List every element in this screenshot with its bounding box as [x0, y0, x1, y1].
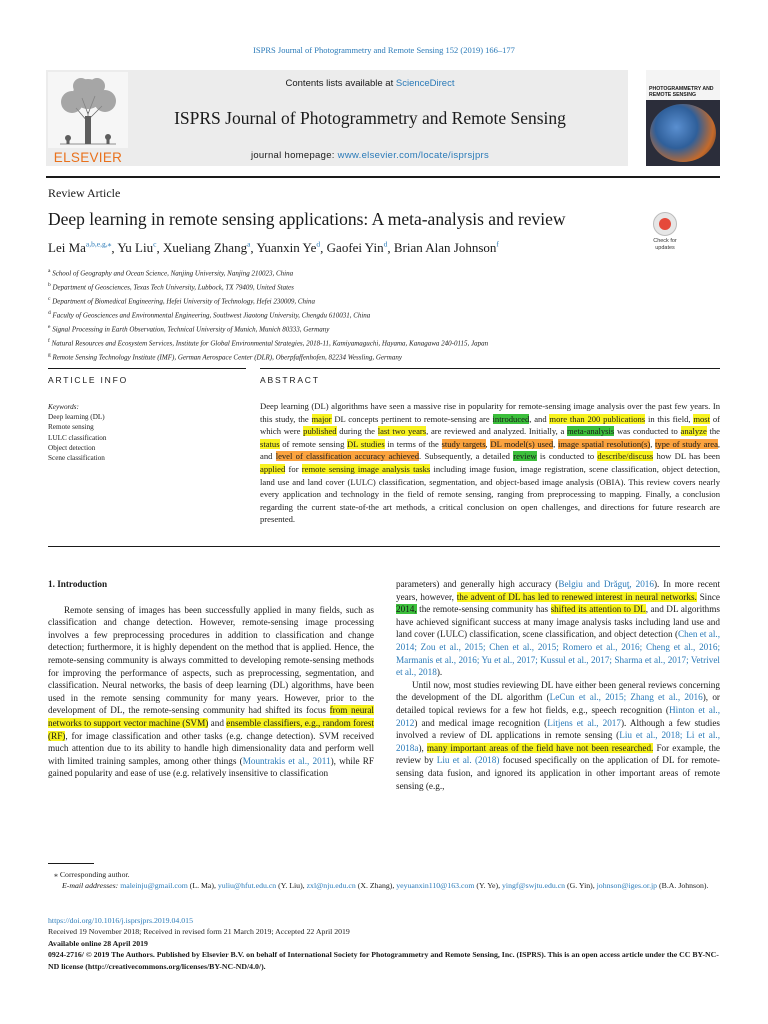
highlighted-text: published	[303, 426, 337, 437]
affiliation-f	[48, 336, 668, 350]
footnote-divider	[48, 863, 94, 864]
introduction-paragraph-1-cont	[396, 578, 720, 679]
abstract-text: was conducted to	[614, 426, 681, 437]
author-name[interactable]: Lei Ma	[48, 240, 86, 256]
highlighted-text: review	[513, 451, 537, 462]
author-list	[48, 240, 648, 256]
affiliation-key: f	[48, 337, 50, 344]
abstract-text: Deep learning (DL) algorithms have seen a massive rise in popularity for remote-sensing image analysis over the past few years. In this study, the	[260, 401, 720, 424]
author-affiliation-marks[interactable]: a	[247, 240, 251, 249]
affiliation-key: g	[48, 351, 51, 358]
author-separator: ,	[387, 240, 394, 256]
article-info-heading: ARTICLE INFO	[48, 375, 129, 385]
email-link[interactable]: zxl@nju.edu.cn	[306, 881, 356, 891]
citation-link[interactable]: Hinton et al., 2012	[396, 704, 720, 728]
intro-text: ), or detailed topical reviews for a few hot fields, e.g., speech recognition (	[396, 692, 720, 715]
citation-link[interactable]: Liu et al., 2018; Li et al., 2018a	[396, 730, 720, 753]
abstract-text: including image fusion, image registration, scene classification, object detection, land use and land cover (LULC) classification, segmentation, and object-based image analysis (OBIA). This review covers nearly every application and technology in the field of remote sensing, ranging from preprocessing to mapping. Finally, a conclusion regarding the current state-of-the art methods, a critical conclusion on open challenges, and directions for future research are presented.	[260, 463, 720, 525]
available-online: Available online 28 April 2019	[48, 938, 148, 948]
abstract-heading: ABSTRACT	[260, 375, 320, 385]
citation-link[interactable]: Chen et al., 2014; Zou et al., 2015; Chen et al., 2015; Romero et al., 2016; Cheng et al., 2016; Marmanis et al., 2016; Yu et al., 2017; Kussul et al., 2017; Sharma et al., 2017; Vetrivel et al., 2018	[396, 629, 720, 678]
highlighted-text: more than 200 publications	[549, 413, 646, 424]
affiliation-text: Faculty of Geosciences and Environmental Engineering, Southwest Jiaotong University, Chengdu 610031, China	[50, 311, 371, 320]
affiliation-key: e	[48, 323, 51, 330]
highlighted-text: most	[693, 413, 711, 424]
highlighted-text: image spatial resolution(s)	[557, 438, 651, 449]
author-5[interactable]	[327, 240, 388, 255]
intro-text: ). Although a few studies involved a review of DL applications in remote sensing (	[396, 717, 720, 741]
author-3[interactable]	[163, 240, 250, 255]
affiliation-text: Department of Biomedical Engineering, Hefei University of Technology, Hefei 230009, China	[50, 297, 315, 306]
article-info-divider	[48, 368, 246, 369]
author-affiliation-marks[interactable]: d	[316, 240, 321, 249]
abstract-text: in this field,	[645, 413, 694, 424]
email-owner: (B.A. Johnson).	[657, 881, 709, 891]
author-name[interactable]: Brian Alan Johnson	[393, 240, 497, 256]
keyword-item: Remote sensing	[48, 423, 94, 432]
abstract-divider	[260, 368, 720, 369]
affiliation-key: d	[48, 309, 51, 316]
abstract-text: , and	[529, 413, 550, 424]
affiliation-a	[48, 266, 668, 280]
check-for-updates-label: Check for updates	[653, 238, 677, 251]
email-link[interactable]: johnson@iges.or.jp	[596, 881, 658, 891]
header-divider	[46, 176, 720, 178]
affiliation-d	[48, 308, 668, 322]
affiliation-key: a	[48, 268, 51, 274]
citation-link[interactable]: LeCun et al., 2015; Zhang et al., 2016	[549, 692, 703, 703]
highlighted-text: shifted its attention to DL	[550, 604, 646, 615]
intro-text: the remote-sensing community has	[416, 604, 551, 615]
abstract-text: the	[706, 426, 720, 437]
author-affiliation-marks[interactable]: a,b,e,g,⁎	[85, 240, 112, 249]
keyword-item: Scene classification	[48, 454, 105, 463]
doi-link[interactable]: https://doi.org/10.1016/j.isprsjprs.2019.04.015	[48, 916, 193, 925]
abstract-text: of remote sensing	[279, 438, 348, 449]
article-type: Review Article	[48, 186, 121, 200]
citation-link[interactable]: Liu et al. (2018)	[436, 755, 500, 766]
highlighted-text: many important areas of the field have not been researched.	[426, 742, 654, 753]
author-separator: ,	[320, 240, 327, 256]
highlighted-text: major	[311, 413, 332, 424]
abstract-text: during the	[336, 426, 378, 437]
highlighted-text: study targets	[441, 438, 486, 449]
affiliation-text: Remote Sensing Technology Institute (IMF), German Aerospace Center (DLR), Oberpfaffenhofen, 82234 Wessling, Germany	[50, 352, 402, 361]
keyword-item: Deep learning (DL)	[48, 413, 105, 422]
introduction-paragraph-2	[396, 679, 720, 792]
publication-info	[48, 915, 720, 972]
received-dates: Received 19 November 2018; Received in revised form 21 March 2019; Accepted 22 April 2019	[48, 927, 350, 937]
intro-text: Remote sensing of images has been successfully applied in many fields, such as classification and change detection. However, remote-sensing image processing involves a few preprocessing procedures in addition to classification and change detection; furthermore, it is highly dependent on the method that is applied. Hence, the remote-sensing community is always committed to developing remote-sensing methods for improving the performance of aspects, such as preprocessing, segmentation, and classification. Neural networks, the basis of deep learning (DL) algorithms, have been used in the remote sensing community for many years. However, prior to the development of DL, the remote-sensing community had shifted its focus	[48, 604, 374, 716]
body-column-right	[396, 578, 720, 792]
introduction-paragraph-1	[48, 604, 374, 780]
highlighted-text: ensemble classifiers, e.g., random forest (RF)	[48, 717, 374, 741]
email-label: E-mail addresses:	[62, 881, 121, 891]
highlighted-text: from neural networks to support vector machine (SVM)	[48, 705, 374, 728]
crossmark-dot	[659, 218, 671, 230]
affiliation-text: Signal Processing in Earth Observation, Technical University of Munich, Munich 80333, Germany	[50, 325, 330, 334]
highlighted-text: DL model(s) used	[490, 438, 554, 449]
abstract-text: , and	[260, 438, 721, 462]
author-separator: ,	[156, 240, 163, 256]
abstract-text: for	[285, 463, 302, 474]
keywords-section	[48, 402, 238, 463]
email-owner: (Y. Liu),	[276, 881, 307, 891]
abstract-text: . Subsequently, a detailed	[419, 451, 514, 462]
keyword-item: LULC classification	[48, 433, 107, 442]
highlighted-text: 2014,	[396, 604, 417, 615]
author-4[interactable]	[256, 240, 320, 255]
author-name[interactable]: Xueliang Zhang	[162, 240, 248, 256]
highlighted-text: status	[260, 438, 280, 449]
abstract-text: of which were	[260, 413, 720, 437]
highlighted-text: DL studies	[347, 438, 385, 449]
crossmark-icon	[653, 212, 677, 236]
body-column-left	[48, 578, 374, 780]
highlighted-text: remote sensing image analysis tasks	[301, 463, 431, 474]
affiliation-key: b	[48, 281, 51, 288]
highlighted-text: describe/discuss	[597, 451, 654, 462]
email-owner: (X. Zhang),	[355, 881, 397, 891]
affiliation-e	[48, 322, 668, 336]
homepage-prefix: journal homepage:	[250, 150, 338, 161]
affiliation-list	[48, 266, 668, 363]
author-separator: ,	[250, 240, 257, 256]
journal-title: ISPRS Journal of Photogrammetry and Remote Sensing	[174, 108, 566, 128]
affiliation-text: Department of Geosciences, Texas Tech University, Lubbock, TX 79409, United States	[50, 283, 294, 292]
keywords-list	[48, 412, 238, 463]
publisher-wordmark: ELSEVIER	[53, 150, 123, 165]
author-name[interactable]: Yu Liu	[117, 240, 154, 256]
highlighted-text: introduced	[492, 413, 530, 424]
cover-earth-image	[650, 104, 716, 162]
license-statement: 0924-2716/ © 2019 The Authors. Published by Elsevier B.V. on behalf of International Society for Photogrammetry and Remote Sensing, Inc. (ISPRS). This is an open access article under the CC BY-NC-ND license (http://creativecommons.org/licenses/BY-NC-ND/4.0/).	[48, 950, 719, 971]
author-name[interactable]: Yuanxin Ye	[256, 240, 317, 256]
affiliation-text: Natural Resources and Ecosystem Services, Institute for Global Environmental Strategies, 2018-11, Kamiyamaguchi, Hayama, Kanagawa 240-0115, Japan	[49, 338, 489, 347]
cover-title: PHOTOGRAMMETRY AND REMOTE SENSING	[649, 86, 714, 98]
highlighted-text: meta-analysis	[567, 426, 615, 437]
corresponding-author-note: ⁎ Corresponding author.	[54, 870, 130, 879]
intro-text: For example, the review by	[396, 742, 721, 766]
intro-text: Until now, most studies reviewing DL have either been general reviews concerning the development of the DL algorithm (	[396, 679, 720, 703]
front-matter-divider	[48, 546, 720, 547]
affiliation-c	[48, 294, 668, 308]
author-2[interactable]	[117, 240, 156, 255]
author-affiliation-marks[interactable]: f	[496, 240, 499, 249]
abstract-text: ,	[485, 438, 491, 449]
article-title: Deep learning in remote sensing applications: A meta-analysis and review	[48, 209, 566, 229]
intro-text: focused specifically on the application of DL for remote-sensing data fusion, and ignored its application in other important areas of remote sensing (e.g.,	[396, 755, 720, 791]
intro-text: ), while RF gained popularity and ease of use (e.g. relatively insensitive to classification	[48, 755, 374, 779]
abstract-text: in terms of the	[384, 438, 442, 449]
abstract-text	[260, 400, 720, 526]
email-addresses	[48, 880, 720, 891]
email-link[interactable]: maleinju@gmail.com	[120, 881, 188, 891]
abstract-text: ,	[553, 438, 558, 449]
intro-text: ) and medical image recognition (	[414, 717, 548, 728]
abstract-text: how DL has been	[653, 451, 720, 462]
author-affiliation-marks[interactable]: c	[153, 240, 157, 249]
email-owner: (L. Ma),	[187, 881, 218, 891]
affiliation-b	[48, 280, 668, 294]
contents-availability	[130, 78, 610, 89]
author-1[interactable]	[48, 240, 111, 255]
journal-homepage	[130, 150, 610, 161]
intro-text: ),	[418, 742, 427, 753]
homepage-link[interactable]: www.elsevier.com/locate/isprsjprs	[337, 150, 490, 161]
intro-text: and	[208, 717, 227, 728]
contents-prefix: Contents lists available at	[285, 78, 396, 89]
footnotes	[48, 869, 720, 892]
author-name[interactable]: Gaofei Yin	[326, 240, 384, 256]
intro-text: ).	[436, 667, 443, 678]
email-link[interactable]: yingf@swjtu.edu.cn	[502, 881, 566, 891]
abstract-text: is conducted to	[536, 451, 598, 462]
email-owner: (Y. Ye),	[474, 881, 503, 891]
affiliation-key: c	[48, 295, 51, 302]
abstract-text: , are reviewed and analyzed. Initially, a	[426, 426, 567, 437]
citation-link[interactable]: Mountrakis et al., 2011	[242, 755, 331, 766]
email-link[interactable]: yeyuanxin110@163.com	[396, 881, 475, 891]
abstract-text: DL concepts pertinent to remote-sensing are	[331, 413, 493, 424]
intro-text: parameters) and generally high accuracy (	[396, 579, 559, 589]
author-6[interactable]	[394, 240, 499, 255]
email-link[interactable]: yuliu@hfut.edu.cn	[217, 881, 277, 891]
author-affiliation-marks[interactable]: d	[383, 240, 388, 249]
highlighted-text: level of classification accuracy achieved	[275, 451, 420, 462]
check-for-updates-button[interactable]	[644, 210, 686, 258]
elsevier-tree-logo	[48, 72, 128, 148]
journal-citation-link[interactable]: ISPRS Journal of Photogrammetry and Remote Sensing 152 (2019) 166–177	[253, 45, 515, 55]
introduction-heading: 1. Introduction	[48, 579, 108, 589]
highlighted-text: analyze	[680, 426, 707, 437]
citation-link[interactable]: Litjens et al., 2017	[547, 717, 621, 728]
highlighted-text: the advent of DL has led to renewed interest in neural networks.	[456, 591, 697, 602]
author-separator: ,	[111, 240, 118, 256]
intro-text: , for image classification and other tasks (e.g. change detection). SVM received much attention due to its ability to handle high dimensionality data and perform well with limited training samples, among other things (	[48, 730, 374, 766]
affiliation-g	[48, 350, 668, 364]
keyword-item: Object detection	[48, 443, 96, 452]
intro-text: , and DL algorithms have achieved significant success at many image analysis tasks including land use and land cover (LULC) classification, scene classification, and object detection (	[396, 604, 720, 640]
sciencedirect-link[interactable]: ScienceDirect	[395, 78, 455, 89]
affiliation-text: School of Geography and Ocean Science, Nanjing University, Nanjing 210023, China	[50, 269, 294, 278]
highlighted-text: type of study area	[655, 438, 718, 449]
abstract-text: ,	[650, 438, 656, 449]
highlighted-text: applied	[260, 463, 286, 474]
citation-link[interactable]: Belgiu and Drăguţ, 2016	[558, 579, 654, 589]
highlighted-text: last two years	[377, 426, 427, 437]
intro-text: Since	[696, 591, 720, 602]
intro-text: ). In more recent years, however,	[396, 579, 721, 602]
keywords-label: Keywords:	[48, 403, 79, 411]
email-owner: (G. Yin),	[565, 881, 597, 891]
journal-cover-image	[646, 70, 720, 166]
